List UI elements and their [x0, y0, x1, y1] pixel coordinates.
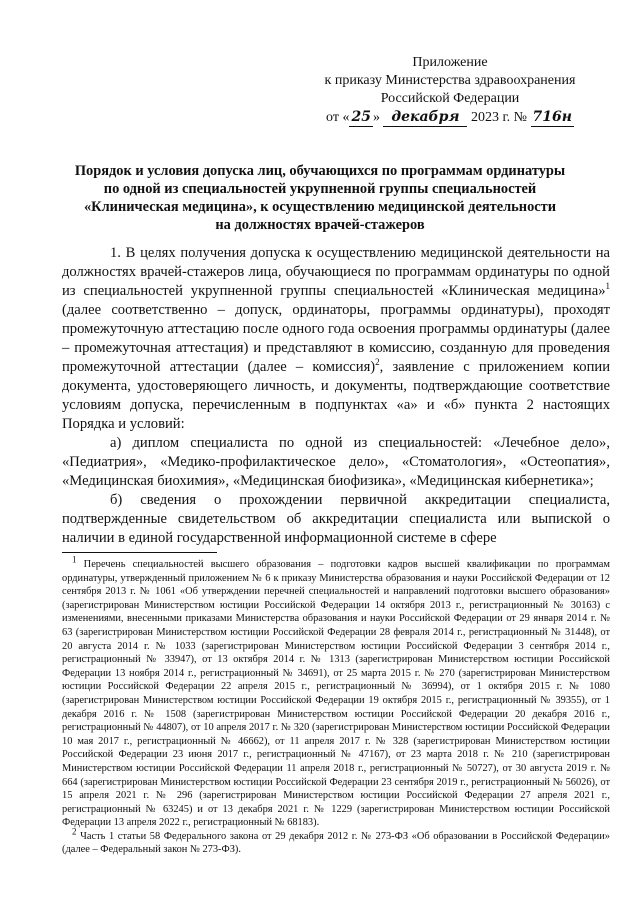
date-prefix: от «: [326, 110, 350, 125]
paragraph-1: [62, 244, 610, 434]
footnote-1-text: Перечень специальностей высшего образования – подготовки кадров высшей квалификации по программам ординатуры, утвержденный приложением № 6 к приказу Министерства образования и науки Российской Федерации от 12 сентября 2013 г. № 1061 «Об утверждении перечней специальностей и направлений подготовки высшего образования» (зарегистрирован Министерством юстиции Российской Федерации 14 октября 2013 г., регистрационный № 30163) с изменениями, внесенными приказами Министерства образования и науки Российской Федерации от 29 января 2014 г. № 63 (зарегистрирован Министерством юстиции Российской Федерации 28 февраля 2014 г., регистрационный № 31448), от 20 августа 2014 г. № 1033 (зарегистрирован Министерством юстиции Российской Федерации 3 сентября 2014 г., регистрационный № 33947), от 13 октября 2014 г. № 1313 (зарегистрирован Министерством юстиции Российской Федерации 13 ноября 2014 г., регистрационный № 34691), от 25 марта 2015 г. № 270 (зарегистрирован Министерством юстиции Российской Федерации 22 апреля 2015 г., регистрационный № 36994), от 1 октября 2015 г. № 1080 (зарегистрирован Министерством юстиции Российской Федерации 19 октября 2015 г., регистрационный № 39355), от 1 декабря 2016 г. № 1508 (зарегистрирован Министерством юстиции Российской Федерации 20 декабря 2016 г., регистрационный № 44807), от 10 апреля 2017 г. № 320 (зарегистрирован Министерством юстиции Российской Федерации 10 мая 2017 г., регистрационный № 46662), от 11 апреля 2017 г. № 328 (зарегистрирован Министерством юстиции Российской Федерации 23 июня 2017 г., регистрационный № 47167), от 23 марта 2018 г. № 210 (зарегистрирован Министерством юстиции Российской Федерации 11 апреля 2018 г., регистрационный № 50727), от 30 августа 2019 г. № 664 (зарегистрирован Министерством юстиции Российской Федерации 23 сентября 2019 г., регистрационный № 56026), от 15 апреля 2021 г. № 296 (зарегистрирован Министерством юстиции Российской Федерации 27 апреля 2021 г., регистрационный № 63245) и от 13 декабря 2021 г. № 1229 (зарегистрирован Министерством юстиции Российской Федерации 13 апреля 2022 г., регистрационный № 68183).: [62, 559, 610, 829]
paragraph-1-text-a: 1. В целях получения допуска к осуществлению медицинской деятельности на должностях врачей-стажеров лица, обучающиеся по программам ординатуры по одной из специальностей укрупненной группы специальностей «Клиническая медицина»: [62, 245, 610, 299]
footnote-2-mark: 2: [72, 826, 77, 837]
title-line-1: Порядок и условия допуска лиц, обучающихся по программам ординатуры: [74, 163, 566, 179]
date-month-handwritten: декабря: [383, 108, 467, 127]
footnote-separator: [62, 552, 217, 553]
footnote-2: [62, 826, 610, 857]
paragraph-item-a: а) диплом специалиста по одной из специальностей: «Лечебное дело», «Педиатрия», «Медико-профилактическое дело», «Стоматология», «Остеопатия», «Медицинская биохимия», «Медицинская биофизика», «Медицинская кибернетика»;: [62, 435, 610, 489]
paragraph-1-text-c: , заявление с приложением копии документа, удостоверяющего личность, и документы, подтверждающие соответствие условиям допуска, перечисленным в подпунктах «а» и «б» пункта 2 настоящих Порядка и условий:: [62, 359, 610, 432]
paragraph-item-b: б) сведения о прохождении первичной аккредитации специалиста, подтвержденные свидетельством об аккредитации специалиста или выпиской о наличии в единой государственной информационной системе в сфере: [62, 492, 610, 546]
title-line-2: по одной из специальностей укрупненной группы специальностей: [103, 181, 537, 197]
annex-order-reference: к приказу Министерства здравоохранения: [324, 73, 576, 88]
paragraph-1-text-b: (далее соответственно – допуск, ординаторы, программы ординатуры), проходят промежуточную аттестацию после одного года освоения программы ординатуры (далее – промежуточная аттестация) и представляют в комиссию, созданную для проведения промежуточной аттестации (далее – комиссия): [62, 302, 610, 375]
footnote-1: [62, 554, 610, 830]
annex-ministry: Российской Федерации: [380, 91, 520, 106]
document-body: [62, 244, 610, 548]
annex-header: [300, 54, 600, 127]
annex-date-line: [300, 108, 600, 127]
order-number-handwritten: 716н: [532, 109, 572, 125]
annex-label: Приложение: [412, 55, 488, 70]
footnote-ref-1: 1: [605, 281, 610, 292]
date-mid: »: [372, 110, 380, 125]
footnote-1-mark: 1: [72, 554, 77, 565]
title-line-4: на должностях врачей-стажеров: [215, 217, 425, 233]
document-title: [60, 162, 580, 234]
footnote-2-text: Часть 1 статьи 58 Федерального закона от 29 декабря 2012 г. № 273-ФЗ «Об образовании в Российской Федерации» (далее – Федеральный закон № 273-ФЗ).: [62, 830, 610, 856]
date-day-handwritten: 25: [351, 109, 371, 125]
title-line-3: «Клиническая медицина», к осуществлению медицинской деятельности: [83, 199, 557, 215]
date-year: 2023 г. №: [470, 110, 527, 125]
footnotes: [62, 554, 610, 857]
footnote-ref-2: 2: [375, 357, 380, 368]
